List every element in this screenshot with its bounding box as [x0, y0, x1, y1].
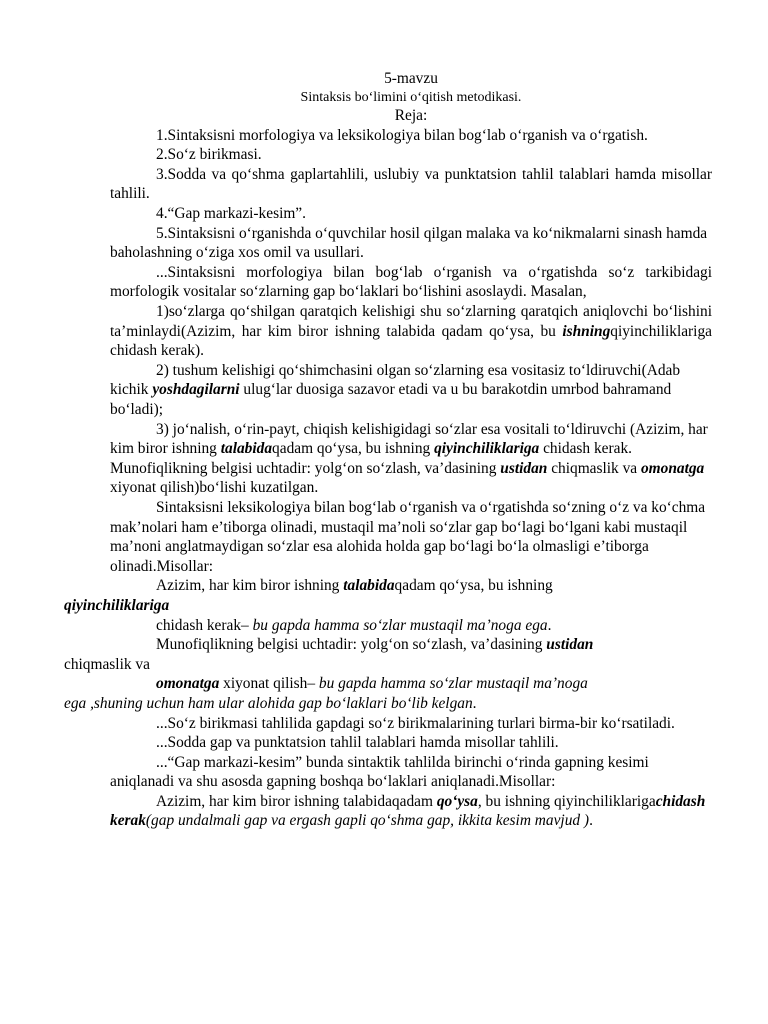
example-word: qiyinchiliklariga [434, 440, 540, 458]
example-sentence-1: Azizim, har kim biror ishning talabidaqadam qo‘ysa, bu ishning qiyinchiliklariga [64, 577, 553, 614]
sentence-analysis: (gap undalmali gap va ergash gapli qo‘shma gap, ikkita kesim mavjud ) [145, 812, 590, 830]
example-word: talabida [343, 577, 395, 595]
document-page [64, 69, 712, 831]
lesson-title: Sintaksis bo‘limini o‘qitish metodikasi. [300, 89, 522, 105]
plan-item-1: 1.Sintaksisni morfologiya va leksikologiya bilan bog‘lab o‘rganish va o‘rgatish. [156, 126, 648, 144]
lesson-number: 5-mavzu [384, 70, 438, 87]
plan-item-3: 3.Sodda va qo‘shma gaplartahlili, uslubiy va punktatsion tahlil talablari hamda misollar tahlili. [110, 165, 712, 203]
example-word: qiyinchiliklariga [64, 596, 170, 614]
example-word: omonatga [640, 459, 705, 477]
paragraph-word-combination: ...So‘z birikmasi tahlilida gapdagi so‘z birikmalarining turlari birma-bir ko‘rsatiladi. [156, 714, 675, 732]
plan-item-5: 5.Sintaksisni o‘rganishda o‘quvchilar hosil qilgan malaka va ko‘nikmalarni sinash hamda baholashning o‘ziga xos omil va usullari. [110, 224, 708, 262]
example-sentence-3: Azizim, har kim biror ishning talabidaqadam qo‘ysa, bu ishning qiyinchiliklarigachidash kerak(gap undalmali gap va ergash gapli qo‘shma gap, ikkita kesim mavjud ). [110, 792, 706, 830]
paragraph-genitive-case: 1)so‘zlarga qo‘shilgan qaratqich kelishigi shu so‘zlarning qaratqich aniqlovchi bo‘lishini ta’minlaydi(Azizim, har kim biror ishning talabida qadam qo‘ysa, bu ishningqiyinchiliklariga chidash kerak). [110, 303, 712, 360]
example-word: ustidan [500, 459, 548, 477]
example-sentence-2: Munofiqlikning belgisi uchtadir: yolg‘on so‘zlash, va’dasining ustidan chiqmaslik va [64, 636, 594, 673]
plan-item-2: 2.So‘z birikmasi. [156, 146, 262, 164]
paragraph-morphology-intro: ...Sintaksisni morfologiya bilan bog‘lab o‘rganish va o‘rgatishda so‘z tarkibidagi morfologik vositalar so‘zlarning gap bo‘laklari bo‘lishini asoslaydi. Masalan, [110, 263, 712, 301]
example-word: omonatga [156, 675, 220, 693]
example-word: chidash kerak [110, 792, 706, 830]
example-word: yoshdagilarni [152, 381, 240, 399]
example-word: talabida [220, 440, 273, 458]
paragraph-dative-locative-ablative: 3) jo‘nalish, o‘rin-payt, chiqish kelishigidagi so‘zlar esa vositali to‘ldiruvchi (Azizim, har kim biror ishning talabidaqadam qo‘ysa, bu ishning qiyinchiliklariga chidash kerak. Munofiqlikning belgisi uchtadir: yolg‘on so‘zlash, va’dasining ustidan chiqmaslik va omonatga xiyonat qilish)bo‘lishi kuzatilgan. [110, 420, 708, 497]
paragraph-lexicology: Sintaksisni leksikologiya bilan bog‘lab o‘rganish va o‘rgatishda so‘zning o‘z va ko‘chma mak’nolari ham e’tiborga olinadi, mustaqil ma’noli so‘zlar gap bo‘lagi bo‘lgani kabi mustaqil ma’noni anglatmaydigan so‘zlar esa alohida holda gap bo‘lagi bo‘la olmasligi e’tiborga olinadi.Misollar: [110, 498, 706, 575]
example-sentence-1-comment: chidash kerak– bu gapda hamma so‘zlar mustaqil ma’noga ega. [156, 616, 552, 634]
paragraph-simple-sentence: ...Sodda gap va punktatsion tahlil talablari hamda misollar tahlili. [156, 734, 559, 752]
example-word: ustidan [546, 636, 594, 654]
example-word: qo‘ysa [436, 792, 478, 810]
plan-item-4: 4.“Gap markazi-kesim”. [156, 205, 306, 223]
paragraph-predicate-center: ...“Gap markazi-kesim” bunda sintaktik tahlilda birinchi o‘rinda gapning kesimi aniqlanadi va shu asosda gapning boshqa bo‘laklari aniqlanadi.Misollar: [110, 753, 649, 791]
plan-heading: Reja: [394, 107, 428, 125]
example-sentence-2-comment: omonatga xiyonat qilish– bu gapda hamma so‘zlar mustaqil ma’noga ega ,shuning uchun ham ular alohida gap bo‘laklari bo‘lib kelgan. [64, 675, 588, 712]
paragraph-accusative-case: 2) tushum kelishigi qo‘shimchasini olgan so‘zlarning esa vositasiz to‘ldiruvchi(Adab kichik yoshdagilarni ulug‘lar duosiga sazavor etadi va u bu barakotdin umrbod bahramand bo‘ladi); [110, 361, 681, 418]
example-word: ishning [562, 322, 611, 340]
